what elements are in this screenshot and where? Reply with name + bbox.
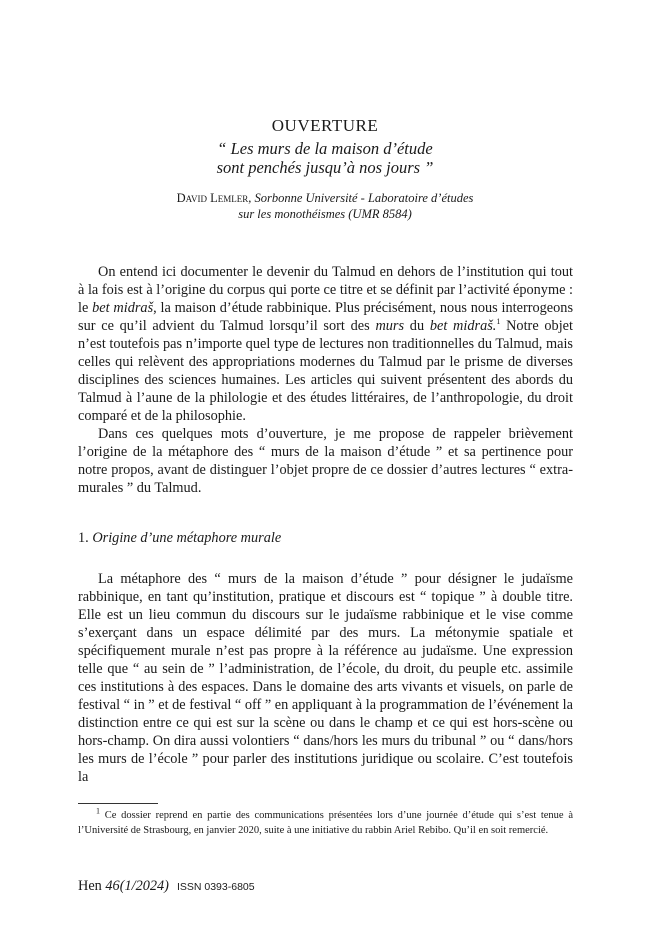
section-number: 1.	[78, 530, 89, 546]
term-bet-midras: bet midraš.	[429, 318, 497, 334]
journal-name: Hen	[78, 878, 106, 894]
author-name: David Lemler	[176, 191, 249, 205]
text-run: , la maison d’étude rabbinique. Plus précisément, nous nous interrogeons sur ce qu’il advient du Talmud lorsqu’il sort des	[78, 300, 574, 334]
footnote-divider	[78, 803, 158, 804]
page-footer	[78, 878, 255, 895]
section-heading	[78, 530, 281, 547]
section-1-paragraph-1: La métaphore des “ murs de la maison d’étude ” pour désigner le judaïsme rabbinique, en tant qu’institution, pratique et discours est “ topique ” à double titre. Elle est un lieu commun du discours sur le judaïsme rabbinique et le vise comme s’exerçant dans un espace délimité par des murs. La métonymie spatiale et spécifiquement murale n’est pas propre à la référence au judaïsme. Une expression telle que “ au sein de ” l’administration, de l’école, du droit, du peuple etc. assimile ces institutions à des espaces. Dans le domaine des arts vivants et visuels, on parle de festival “ in ” et de festival “ off ” en appliquant à la programmation de l’événement la distinction entre ce qui est sur la scène ou dans le champ et ce qui est hors-scène ou hors-champ. On dira aussi volontiers “ dans/hors les murs du tribunal ” ou “ dans/hors les murs de l’école ” pour parler des institutions juridique ou scolaire. C’est toutefois la	[78, 571, 573, 785]
text-run: du	[404, 318, 430, 334]
footnote	[78, 808, 573, 838]
issn: ISSN 0393-6805	[176, 881, 255, 893]
section-1-text	[78, 570, 573, 786]
text-run: Notre objet n’est toutefois pas n’importe quel type de lectures non traditionnelles du Talmud, mais celles qui relèvent des appropriations modernes du Talmud par le prisme de diverses disciplines des sciences humaines. Les articles qui suivent présentent des abords du Talmud à l’aune de la philologie et des études littéraires, de l’anthropologie, du droit comparé et de la philosophie.	[78, 318, 573, 424]
term-murs: murs	[375, 318, 405, 334]
author-line-1	[0, 190, 650, 206]
article-subtitle	[0, 139, 650, 177]
journal-issue: 46(1/2024)	[105, 878, 169, 894]
term-bet-midras: bet midraš	[92, 300, 154, 316]
section-title: Origine d’une métaphore murale	[92, 530, 282, 546]
subtitle-line-1: “ Les murs de la maison d’étude	[217, 139, 433, 158]
article-heading: OUVERTURE	[271, 116, 379, 135]
intro-text	[78, 263, 573, 497]
intro-paragraph-2: Dans ces quelques mots d’ouverture, je me propose de rappeler brièvement l’origine de la métaphore des “ murs de la maison d’étude ” et sa pertinence pour notre propos, avant de distinguer l’objet propre de ce dossier d’autres lectures “ extra-murales ” du Talmud.	[78, 426, 573, 496]
footnote-number: 1	[96, 806, 100, 816]
footnote-text: Ce dossier reprend en partie des communications présentées lors d’une journée d’étude qui s’est tenue à l’Université de Strasbourg, en janvier 2020, suite à une initiative du rabbin Ariel Rebibo. Qu’il en soit remercié.	[78, 810, 573, 836]
author-block	[0, 190, 650, 222]
text-run: On entend ici documenter le devenir du Talmud en dehors de l’institution qui tout à la fois est à l’origine du corpus qui porte ce titre et se définit par l’activité éponyme : le	[78, 264, 573, 316]
author-affiliation-cont: sur les monothéismes (UMR 8584)	[238, 207, 412, 221]
subtitle-line-2: sont penchés jusqu’à nos jours ”	[216, 158, 434, 177]
author-affiliation: , Sorbonne Université - Laboratoire d’études	[248, 191, 474, 205]
intro-paragraph-1	[78, 263, 573, 425]
footnote-reference[interactable]: 1	[496, 317, 501, 327]
